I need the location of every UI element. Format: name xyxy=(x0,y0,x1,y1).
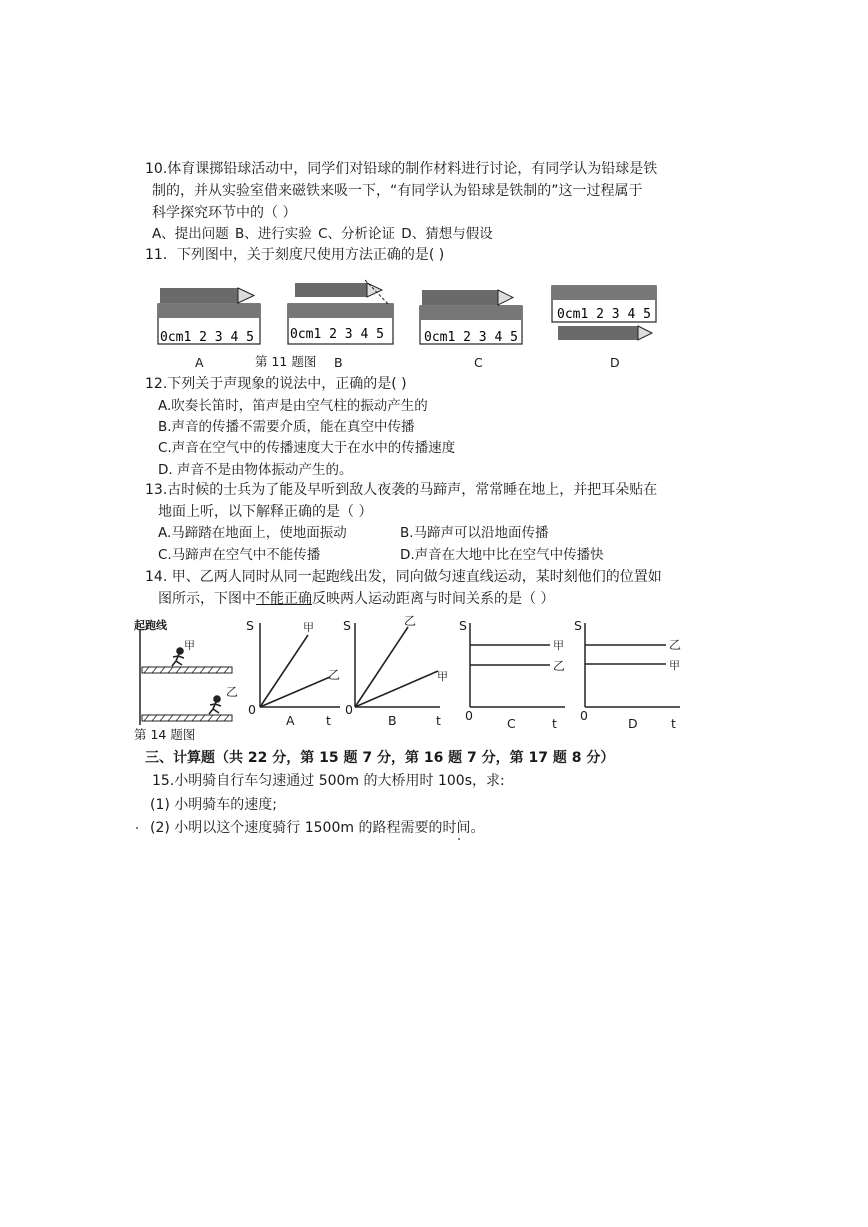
q10-line-2: 制的，并从实验室借来磁铁来吸一下，“有同学认为铅球是铁制的”这一过程属于 xyxy=(152,183,643,199)
scene-label-jia: 甲 xyxy=(184,639,195,652)
scene-label-yi: 乙 xyxy=(226,685,239,699)
graph-a-label-yi: 乙 xyxy=(328,668,341,682)
q11-caption: 第 11 题图 xyxy=(255,354,317,369)
graph-b-axis-s: S xyxy=(343,618,351,633)
q12-option-a: A.吹奏长笛时，笛声是由空气柱的振动产生的 xyxy=(158,398,428,414)
graph-b-label-yi: 乙 xyxy=(404,614,417,628)
q14-line-2 xyxy=(158,590,554,608)
graph-b-origin: 0 xyxy=(345,702,353,717)
graph-b-label: B xyxy=(388,713,397,728)
q12-option-b: B.声音的传播不需要介质，能在真空中传播 xyxy=(158,419,415,435)
graph-d-origin: 0 xyxy=(580,708,588,723)
start-line-label: 起跑线 xyxy=(134,619,167,632)
q11-stem: 11．下列图中，关于刻度尺使用方法正确的是( ) xyxy=(145,247,445,263)
graph-d-label-jia: 甲 xyxy=(669,659,680,672)
scan-speck xyxy=(136,827,138,829)
q10-options: A、提出问题 B、进行实验 C、分析论证 D、猜想与假设 xyxy=(152,226,493,242)
q12-option-c: C.声音在空气中的传播速度大于在水中的传播速度 xyxy=(158,440,456,456)
q13-option-b: B.马蹄声可以沿地面传播 xyxy=(400,525,549,541)
graph-c-label: C xyxy=(507,716,516,731)
graph-c-origin: 0 xyxy=(465,708,473,723)
q12-stem: 12.下列关于声现象的说法中，正确的是( ) xyxy=(145,376,407,392)
q13-line-1: 13.古时候的士兵为了能及早听到敌人夜袭的马蹄声，常常睡在地上，并把耳朵贴在 xyxy=(145,482,658,498)
q15-stem: 15.小明骑自行车匀速通过 500m 的大桥用时 100s，求: xyxy=(152,773,505,789)
q13-option-c: C.马蹄声在空气中不能传播 xyxy=(158,547,321,563)
graph-b-axis-t: t xyxy=(436,713,441,728)
q13-option-a: A.马蹄踏在地面上，使地面振动 xyxy=(158,525,347,541)
q14-caption: 第 14 题图 xyxy=(134,727,196,742)
scan-speck xyxy=(458,838,460,840)
q14-line-2-post: 反映两人运动距离与时间关系的是（ ） xyxy=(312,591,555,607)
section-3-title: 三、计算题（共 22 分，第 15 题 7 分，第 16 题 7 分，第 17 题 8 分） xyxy=(145,750,615,766)
graph-c-label-jia: 甲 xyxy=(553,639,564,652)
q10-line-3: 科学探究环节中的（ ） xyxy=(152,205,297,221)
q15-sub-2: (2) 小明以这个速度骑行 1500m 的路程需要的时间。 xyxy=(150,820,485,836)
graph-a-axis-s: S xyxy=(246,618,254,633)
q11-label-c: C xyxy=(474,355,483,370)
runner-yi xyxy=(209,696,221,714)
q13-line-2: 地面上听，以下解释正确的是（ ） xyxy=(158,504,373,520)
graph-d-label-yi: 乙 xyxy=(669,638,682,652)
q11-label-a: A xyxy=(195,355,204,370)
graph-a-origin: 0 xyxy=(248,702,256,717)
q10-line-1: 10.体育课掷铅球活动中，同学们对铅球的制作材料进行讨论，有同学认为铅球是铁 xyxy=(145,161,658,177)
ruler-a-scale: 0cm1 2 3 4 5 xyxy=(160,330,254,345)
q12-option-d: D. 声音不是由物体振动产生的。 xyxy=(158,462,353,478)
graph-a-label: A xyxy=(286,713,295,728)
q15-sub-1: (1) 小明骑车的速度; xyxy=(150,797,277,813)
graph-c-label-yi: 乙 xyxy=(553,659,566,673)
q11-label-d: D xyxy=(610,355,620,370)
q14-emphasis: 不能正确 xyxy=(256,591,312,607)
ruler-d-scale: 0cm1 2 3 4 5 xyxy=(557,307,651,322)
q14-line-1: 14. 甲、乙两人同时从同一起跑线出发，同向做匀速直线运动，某时刻他们的位置如 xyxy=(145,569,662,585)
graph-d-axis-t: t xyxy=(671,716,676,731)
q14-line-2-pre: 图所示，下图中 xyxy=(158,591,256,607)
graph-d-axis-s: S xyxy=(574,618,582,633)
ruler-b-scale: 0cm1 2 3 4 5 xyxy=(290,327,384,342)
graph-c-axis-t: t xyxy=(552,716,557,731)
ruler-c-scale: 0cm1 2 3 4 5 xyxy=(424,330,518,345)
q13-option-d: D.声音在大地中比在空气中传播快 xyxy=(400,547,604,563)
q11-rulers-figure xyxy=(150,280,670,350)
q11-label-b: B xyxy=(334,355,343,370)
runner-jia xyxy=(172,648,184,666)
graph-c-axis-s: S xyxy=(459,618,467,633)
graph-b-label-jia: 甲 xyxy=(437,670,448,683)
graph-d-label: D xyxy=(628,716,638,731)
graph-a-label-jia: 甲 xyxy=(303,621,314,634)
graph-a-axis-t: t xyxy=(326,713,331,728)
